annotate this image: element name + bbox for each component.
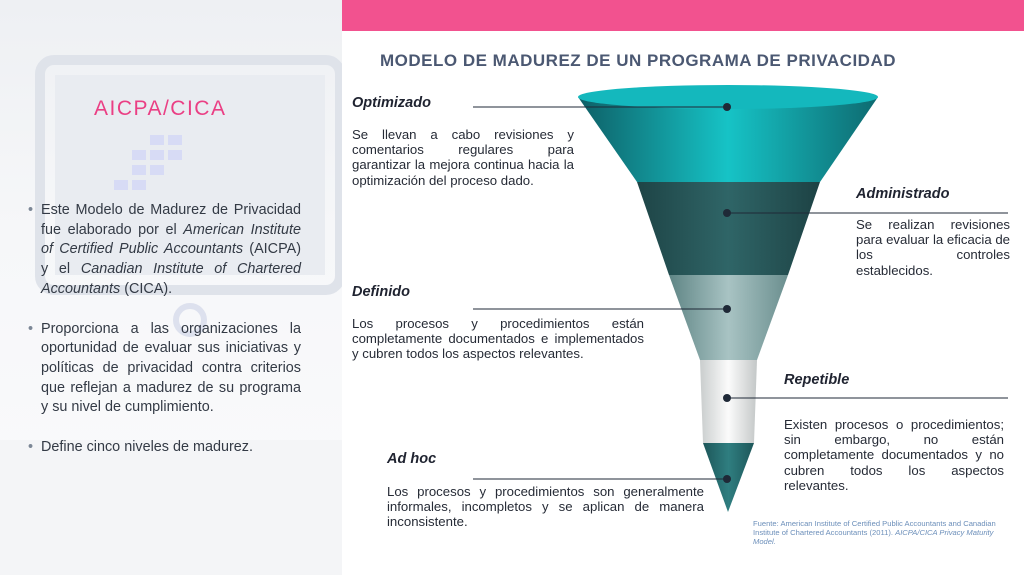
- level-desc-ad-hoc: Los procesos y procedimientos son generalmente informales, incompletos y se aplican de manera inconsistente.: [387, 484, 704, 530]
- level-desc-definido: Los procesos y procedimientos están completamente documentados e implementados y cubren todos los aspectos relevantes.: [352, 316, 644, 362]
- marker-administrado: [723, 209, 731, 217]
- level-title-repetible: Repetible: [784, 372, 850, 388]
- level-desc-repetible: Existen procesos o procedimientos; sin embargo, no están completamente documentados y no cubren todos los aspectos relevantes.: [784, 417, 1004, 493]
- level-title-optimizado: Optimizado: [352, 95, 431, 111]
- funnel-tier-definido: [669, 275, 788, 360]
- page-title: MODELO DE MADUREZ DE UN PROGRAMA DE PRIVACIDAD: [380, 51, 897, 70]
- bullet-item-origin: • Este Modelo de Madurez de Privacidad fue elaborado por el American Institute of Certified Public Accountants (AICPA) y el Canadian Institute of Chartered Accountants (CICA).: [28, 201, 301, 300]
- sidebar-heading: AICPA/CICA: [94, 97, 227, 120]
- level-title-ad-hoc: Ad hoc: [387, 451, 437, 467]
- level-title-definido: Definido: [352, 284, 410, 300]
- level-title-administrado: Administrado: [856, 186, 950, 202]
- level-desc-administrado: Se realizan revisiones para evaluar la eficacia de los controles establecidos.: [856, 217, 1010, 278]
- funnel-tier-administrado: [637, 182, 820, 275]
- marker-repetible: [723, 394, 731, 402]
- bullet-item-levels: • Define cinco niveles de madurez.: [28, 438, 301, 458]
- bullet-item-purpose: • Proporciona a las organizaciones la oportunidad de evaluar sus iniciativas y políticas de privacidad contra criterios que reflejan a madurez de su programa y su nivel de cumplimiento.: [28, 320, 301, 419]
- marker-definido: [723, 305, 731, 313]
- level-desc-optimizado: Se llevan a cabo revisiones y comentarios regulares para garantizar la mejora continua hacia la optimización del proceso dado.: [352, 127, 574, 188]
- source-citation: Fuente: American Institute of Certified Public Accountants and Canadian Institute of Chartered Accountants (2011). AICPA/CICA Privacy Maturity Model.: [753, 519, 996, 546]
- marker-optimizado: [723, 103, 731, 111]
- marker-ad-hoc: [723, 475, 731, 483]
